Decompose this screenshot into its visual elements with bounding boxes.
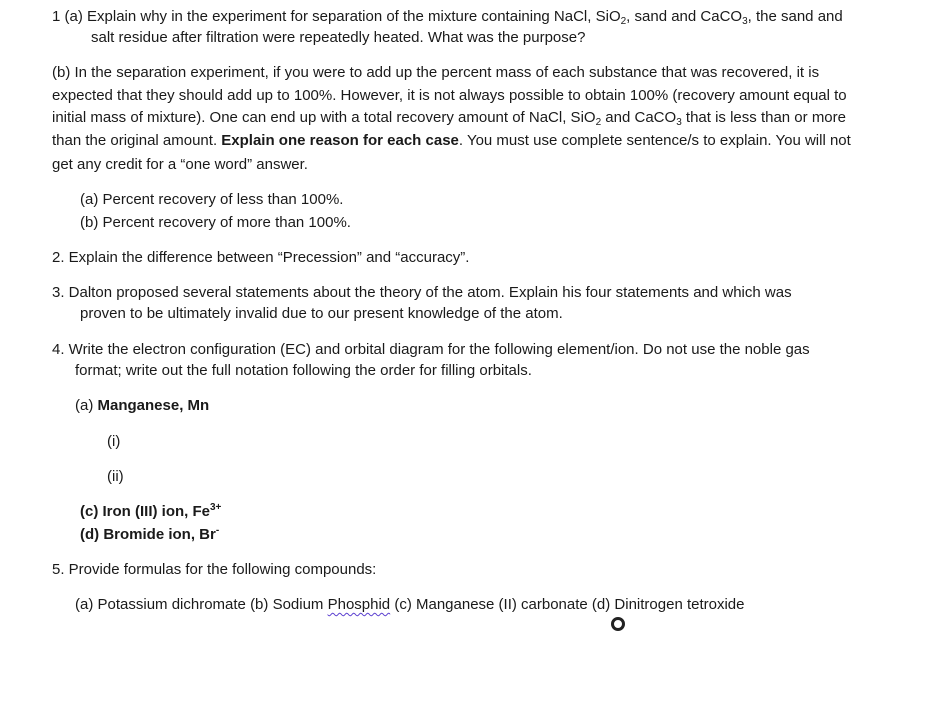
q1b-line3: initial mass of mixture). One can end up with a total recovery amount of NaCl, SiO$_2$ and CaCO$_3$ that is less than or more [52,109,846,128]
cursor-circle-icon [611,617,625,631]
spellcheck-underlined-word: Phosphid [327,596,391,613]
q2-text: 2. Explain the difference between “Precession” and “accuracy”. [52,249,470,266]
q1-subitem-b: (b) Percent recovery of more than 100%. [80,214,351,231]
q3-line1: 3. Dalton proposed several statements about the theory of the atom. Explain his four statements and which was [52,284,792,301]
q4-line2: format; write out the full notation following the order for filling orbitals. [75,362,532,379]
q1b-line1: (b) In the separation experiment, if you were to add up the percent mass of each substance that was recovered, it is [52,64,820,81]
q1b-line4: than the original amount. Explain one reason for each case. You must use complete sentence/s to explain. You will not [52,132,851,149]
q1b-line2: expected that they should add up to 100%. However, it is not always possible to obtain 100% (recovery amount equal to [52,87,847,104]
q4-item-a: (a) Manganese, Mn [75,397,210,414]
q4-item-c: (c) Iron (III) ion, $Fe^{3+}$ [80,502,222,520]
q5-line2: (a) Potassium dichromate (b) Sodium Phosphid (c) Manganese (II) carbonate (d) Dinitrogen tetroxide [75,596,745,613]
q4-item-i: (i) [107,433,121,450]
q1b-line5: get any credit for a “one word” answer. [52,156,308,173]
bold-instruction: Explain one reason for each case [221,132,459,149]
q1-subitem-a: (a) Percent recovery of less than 100%. [80,191,344,208]
q3-line2: proven to be ultimately invalid due to our present knowledge of the atom. [80,305,563,322]
q4-item-ii: (ii) [107,468,124,485]
q4-line1: 4. Write the electron configuration (EC) and orbital diagram for the following element/ion. Do not use the noble gas [52,341,810,358]
q1a-line1: 1 (a) Explain why in the experiment for separation of the mixture containing NaCl, SiO$_2$, sand and CaCO$_3$, the sand and [52,8,843,27]
q5-line1: 5. Provide formulas for the following compounds: [52,561,377,578]
q1a-line2: salt residue after filtration were repeatedly heated. What was the purpose? [91,29,586,46]
q4-item-d: (d) Bromide ion, Br- [80,525,220,543]
